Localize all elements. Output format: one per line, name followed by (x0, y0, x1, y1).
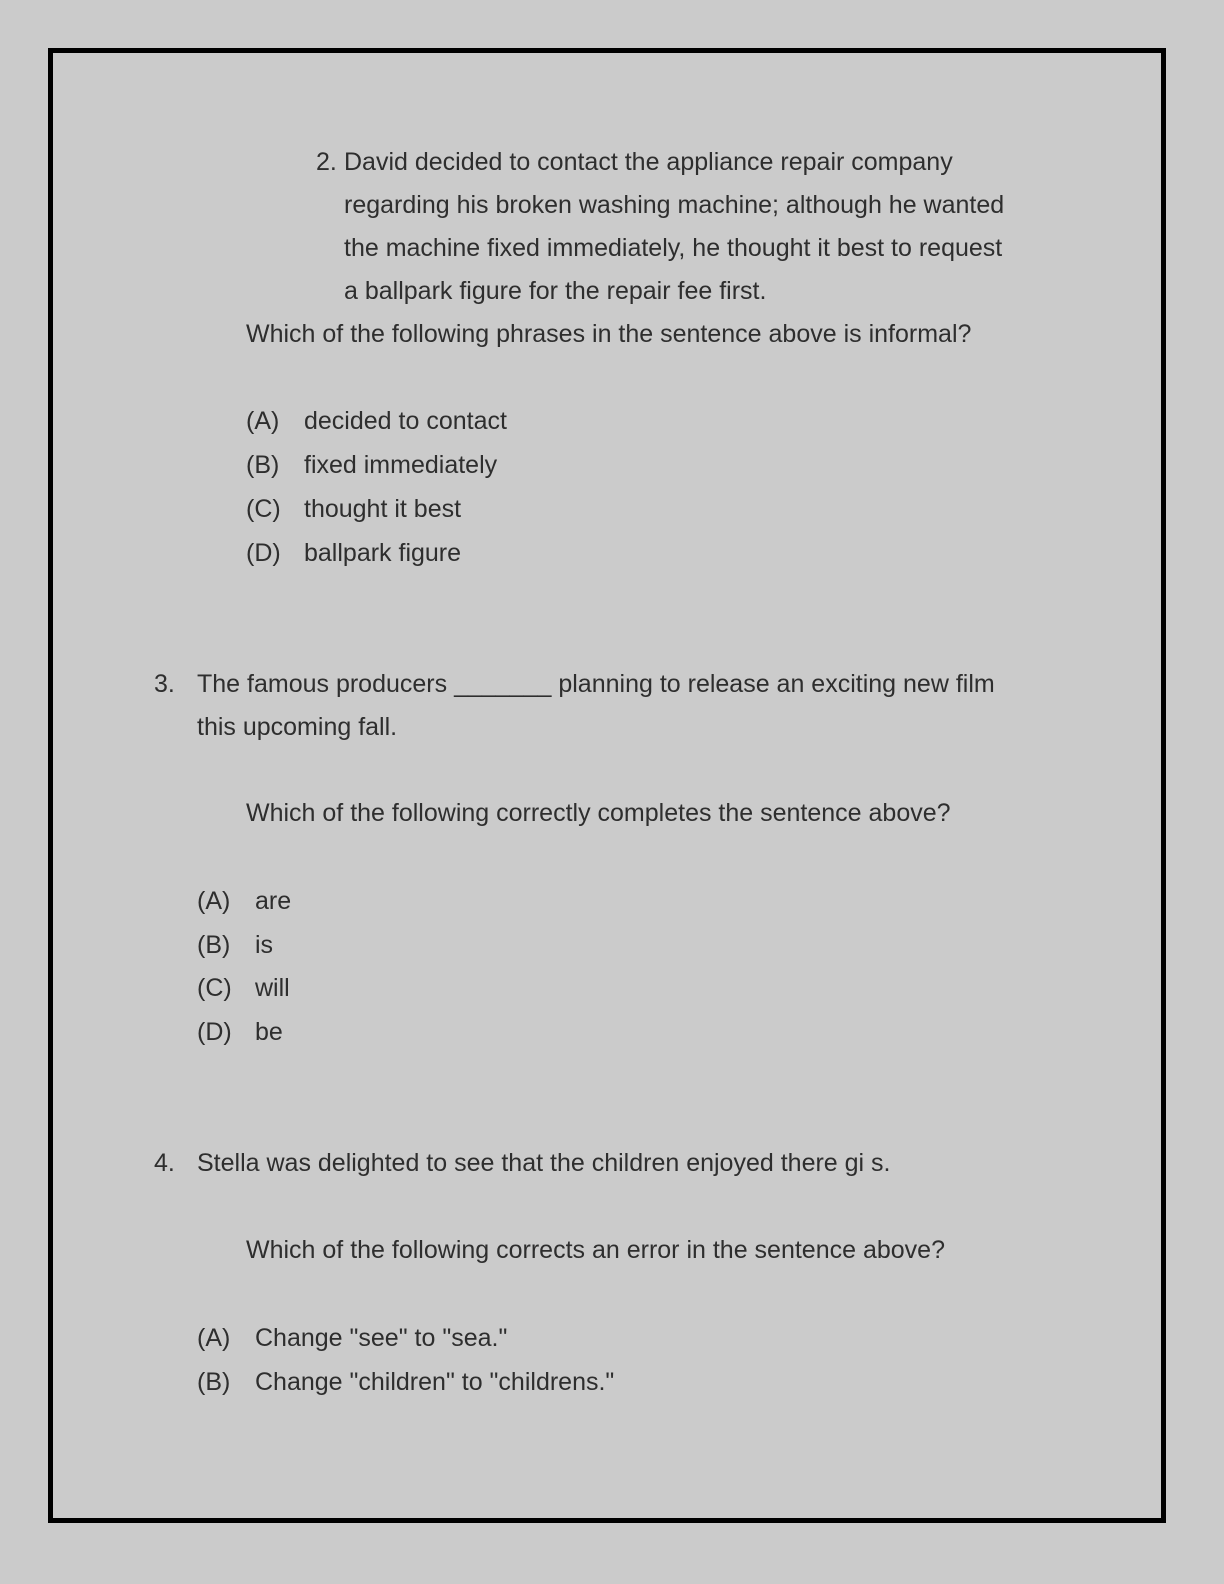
option-text: will (255, 974, 290, 1002)
option-text: fixed immediately (304, 451, 498, 479)
option-letter: (B) (197, 1368, 231, 1396)
question-stem-line: Stella was delighted to see that the children enjoyed there gi s. (197, 1149, 891, 1177)
question-prompt: Which of the following phrases in the sentence above is informal? (246, 320, 972, 348)
option-text: Change "see" to "sea." (255, 1324, 508, 1352)
option-text: be (255, 1018, 283, 1046)
option-letter: (A) (197, 887, 231, 915)
question-number: 3. (154, 670, 175, 698)
option-letter: (D) (246, 539, 281, 567)
question-stem-line: David decided to contact the appliance repair company (344, 148, 953, 176)
question-prompt: Which of the following correctly completes the sentence above? (246, 799, 951, 827)
option-letter: (A) (197, 1324, 231, 1352)
question-stem-line: regarding his broken washing machine; although he wanted (344, 191, 1005, 219)
option-text: decided to contact (304, 407, 507, 435)
option-letter: (A) (246, 407, 280, 435)
question-number: 2. (316, 148, 337, 176)
option-text: are (255, 887, 292, 915)
option-letter: (B) (246, 451, 280, 479)
option-text: is (255, 931, 274, 959)
option-text: thought it best (304, 495, 462, 523)
option-text: ballpark figure (304, 539, 462, 567)
option-letter: (C) (246, 495, 281, 523)
question-stem-line: The famous producers _______ planning to release an exciting new film (197, 670, 995, 698)
option-letter: (D) (197, 1018, 232, 1046)
question-stem-line: a ballpark figure for the repair fee first. (344, 277, 767, 305)
question-number: 4. (154, 1149, 175, 1177)
option-letter: (B) (197, 931, 231, 959)
page-border (48, 48, 1166, 1523)
option-text: Change "children" to "childrens." (255, 1368, 615, 1396)
question-prompt: Which of the following corrects an error in the sentence above? (246, 1236, 945, 1264)
question-stem-line: the machine fixed immediately, he thought it best to request (344, 234, 1003, 262)
question-stem-line: this upcoming fall. (197, 713, 398, 741)
option-letter: (C) (197, 974, 232, 1002)
